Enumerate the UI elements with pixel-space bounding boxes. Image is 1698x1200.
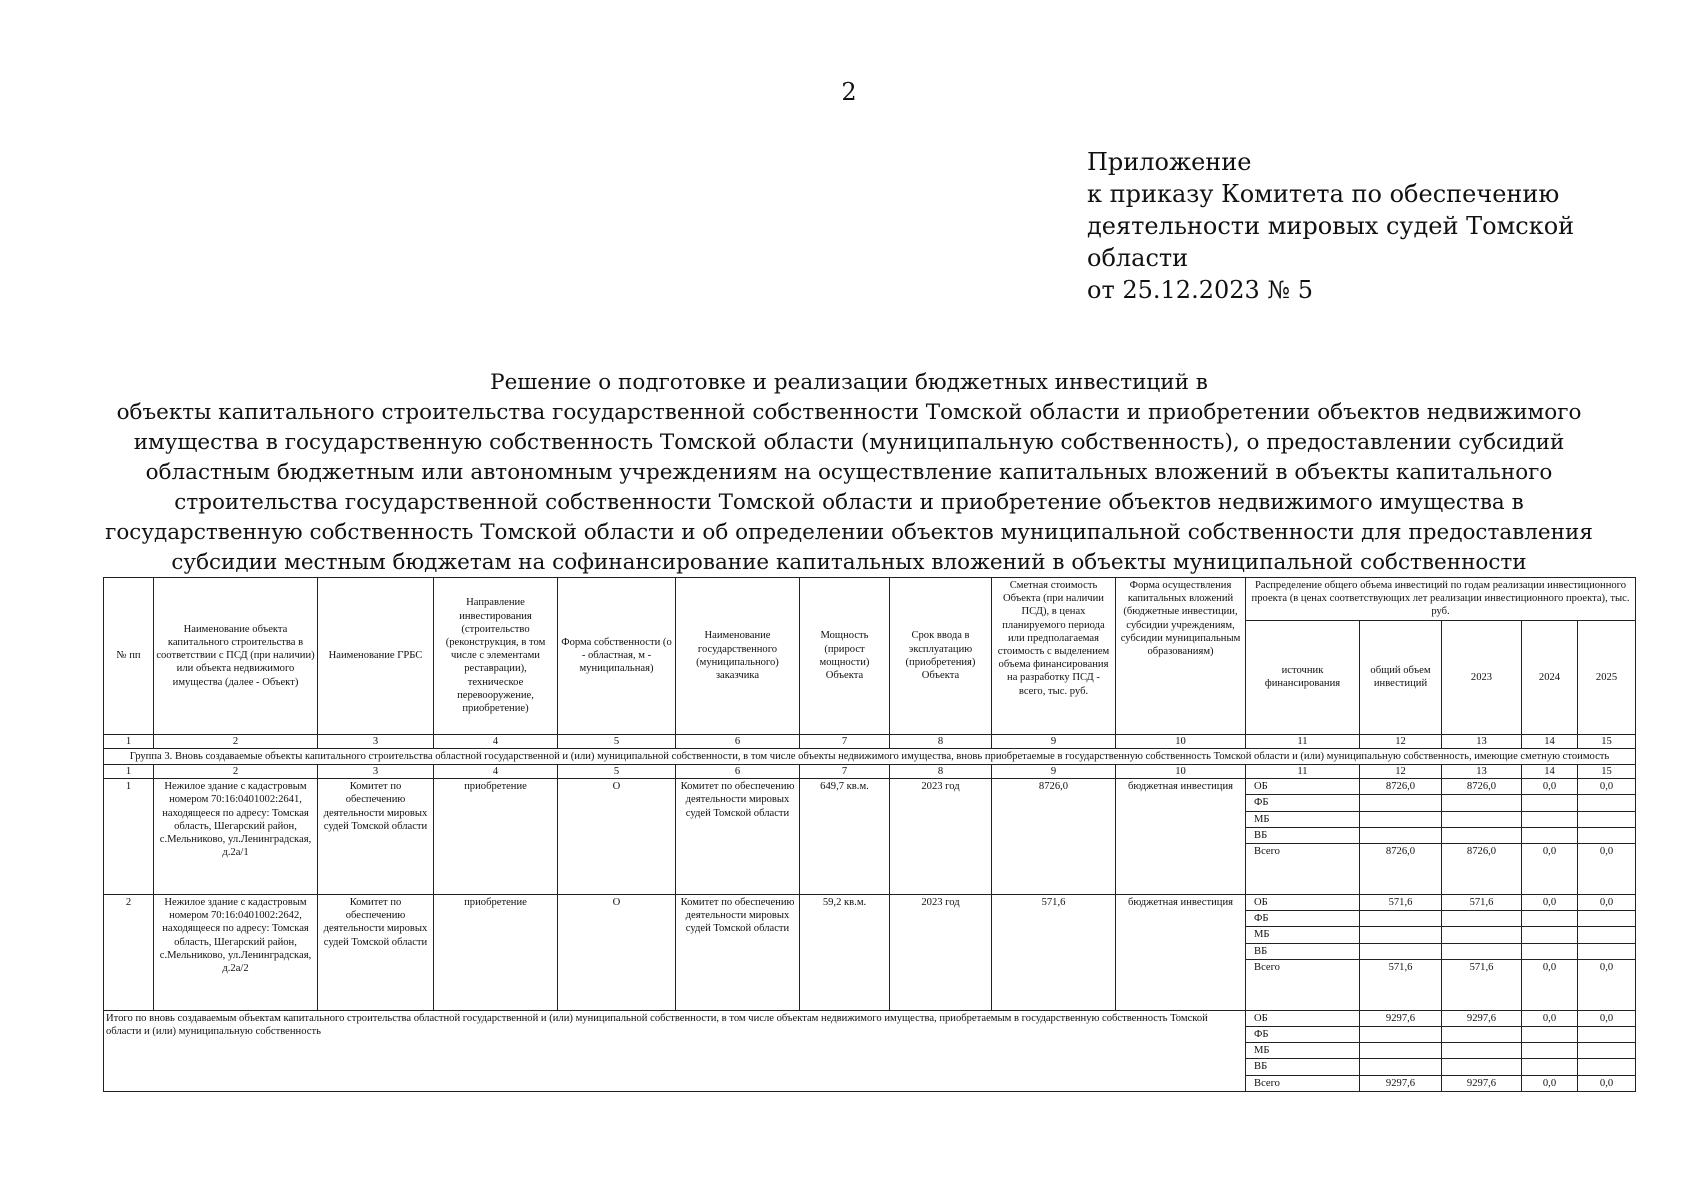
object-grbs: Комитет по обеспечению деятельности мировых судей Томской области [318,895,434,1011]
column-number: 2 [154,734,318,748]
column-number: 11 [1246,734,1360,748]
financing-2023 [1442,1059,1522,1075]
financing-2025 [1578,1059,1636,1075]
column-number: 12 [1360,734,1442,748]
header-row [104,578,1636,621]
financing-source: ВБ [1246,827,1360,843]
financing-2023 [1442,911,1522,927]
financing-total [1360,927,1442,943]
financing-2023 [1442,943,1522,959]
column-number: 13 [1442,765,1522,779]
column-number: 2 [154,765,318,779]
object-customer: Комитет по обеспечению деятельности мировых судей Томской области [676,895,800,1011]
financing-total: 571,6 [1360,959,1442,1010]
column-number: 10 [1116,765,1246,779]
financing-source: ФБ [1246,1027,1360,1043]
header-customer: Наименование государственного (муниципального) заказчика [676,578,800,735]
financing-2024: 0,0 [1522,959,1578,1010]
financing-2025 [1578,1043,1636,1059]
column-number: 5 [558,734,676,748]
financing-2025: 0,0 [1578,779,1636,795]
group-title: Группа 3. Вновь создаваемые объекты капитального строительства областной государственной и (или) муниципальной собственности, в том числе объекты недвижимого имущества, вновь приобретаемые в государственную собственность Томской области и (или) муниципальную собственность, имеющие сметную стоимость [104,748,1636,764]
column-number: 15 [1578,765,1636,779]
appendix-line: деятельности мировых судей Томской [1087,212,1575,240]
title-line: Решение о подготовке и реализации бюджетных инвестиций в [490,370,1208,395]
financing-2025: 0,0 [1578,1075,1636,1091]
title-line: субсидии местным бюджетам на софинансирование капитальных вложений в объекты муниципальной собственности [171,550,1527,575]
table-row [104,779,1636,795]
column-number: 12 [1360,765,1442,779]
financing-total [1360,1043,1442,1059]
financing-2024 [1522,827,1578,843]
financing-2025: 0,0 [1578,1010,1636,1026]
appendix-line: Приложение [1087,148,1252,176]
object-grbs: Комитет по обеспечению деятельности мировых судей Томской области [318,779,434,895]
financing-total [1360,795,1442,811]
financing-2023 [1442,1027,1522,1043]
financing-source: Всего [1246,1075,1360,1091]
header-form: Форма осуществления капитальных вложений (бюджетные инвестиции, субсидии учреждениям, субсидии муниципальным образованиям) [1116,578,1246,735]
appendix-line: от 25.12.2023 № 5 [1087,276,1314,304]
column-number: 13 [1442,734,1522,748]
header-deadline: Срок ввода в эксплуатацию (приобретения) Объекта [890,578,992,735]
object-ownership: О [558,779,676,895]
appendix-block [1087,146,1574,306]
title-line: имущества в государственную собственность Томской области (муниципальную собственность), о предоставлении субсидий [133,430,1565,455]
header-cost: Сметная стоимость Объекта (при наличии ПСД), в ценах планируемого периода или предполагаемая стоимость с выделением объема финансирования на разработку ПСД - всего, тыс. руб. [992,578,1116,735]
financing-source: ФБ [1246,911,1360,927]
title-line: объекты капитального строительства государственной собственности Томской области и приобретении объектов недвижимого [116,400,1582,425]
financing-2024 [1522,943,1578,959]
column-number: 9 [992,765,1116,779]
summary-row [104,1010,1636,1026]
financing-total: 571,6 [1360,895,1442,911]
column-number: 11 [1246,765,1360,779]
financing-2025 [1578,927,1636,943]
financing-2024: 0,0 [1522,1075,1578,1091]
header-2025: 2025 [1578,620,1636,734]
financing-2024: 0,0 [1522,1010,1578,1026]
header-object-name: Наименование объекта капитального строительства в соответствии с ПСД (при наличии) или объекта недвижимого имущества (далее - Объект) [154,578,318,735]
financing-total [1360,943,1442,959]
financing-total [1360,827,1442,843]
financing-2024: 0,0 [1522,895,1578,911]
object-direction: приобретение [434,895,558,1011]
document-title [0,368,1698,578]
financing-total: 8726,0 [1360,779,1442,795]
financing-source: МБ [1246,927,1360,943]
appendix-line: к приказу Комитета по обеспечению [1087,180,1560,208]
financing-total: 9297,6 [1360,1075,1442,1091]
column-number: 1 [104,734,154,748]
column-number: 15 [1578,734,1636,748]
column-number-row [104,765,1636,779]
financing-2024 [1522,795,1578,811]
title-line: государственную собственность Томской области и об определении объектов муниципальной собственности для предоставления [105,520,1593,545]
financing-2023: 571,6 [1442,959,1522,1010]
financing-2024 [1522,1027,1578,1043]
object-num: 2 [104,895,154,1011]
financing-source: ФБ [1246,795,1360,811]
financing-2023: 571,6 [1442,895,1522,911]
column-number: 14 [1522,734,1578,748]
appendix-line: области [1087,244,1189,272]
header-grbs: Наименование ГРБС [318,578,434,735]
financing-total [1360,911,1442,927]
financing-total: 9297,6 [1360,1010,1442,1026]
column-number: 7 [800,734,890,748]
financing-2023: 9297,6 [1442,1010,1522,1026]
financing-2024 [1522,811,1578,827]
title-line: областным бюджетным или автономным учреждениям на осуществление капитальных вложений в объекты капитального [145,460,1553,485]
header-capacity: Мощность (прирост мощности) Объекта [800,578,890,735]
financing-source: ВБ [1246,943,1360,959]
financing-total [1360,1059,1442,1075]
object-form: бюджетная инвестиция [1116,779,1246,895]
header-distribution: Распределение общего объема инвестиций по годам реализации инвестиционного проекта (в ценах соответствующих лет реализации инвестиционного проекта), тыс. руб. [1246,578,1636,621]
column-number: 8 [890,765,992,779]
column-number: 4 [434,765,558,779]
financing-total [1360,1027,1442,1043]
object-deadline: 2023 год [890,895,992,1011]
column-number: 4 [434,734,558,748]
column-number: 1 [104,765,154,779]
column-number: 5 [558,765,676,779]
title-line: строительства государственной собственности Томской области и приобретение объектов недвижимого имущества в [174,490,1524,515]
column-number-row [104,734,1636,748]
financing-2023 [1442,811,1522,827]
financing-2025 [1578,827,1636,843]
column-number: 14 [1522,765,1578,779]
object-customer: Комитет по обеспечению деятельности мировых судей Томской области [676,779,800,895]
header-2024: 2024 [1522,620,1578,734]
financing-source: ОБ [1246,1010,1360,1026]
object-name: Нежилое здание с кадастровым номером 70:16:0401002:2642, находящееся по адресу: Томская область, Шегарский район, с.Мельниково, ул.Ленинградская, д.2а/2 [154,895,318,1011]
financing-2025 [1578,795,1636,811]
financing-2023: 9297,6 [1442,1075,1522,1091]
table-row [104,895,1636,911]
header-total: общий объем инвестиций [1360,620,1442,734]
column-number: 9 [992,734,1116,748]
financing-2024: 0,0 [1522,779,1578,795]
object-num: 1 [104,779,154,895]
column-number: 3 [318,734,434,748]
financing-2025 [1578,911,1636,927]
object-direction: приобретение [434,779,558,895]
investment-table [103,577,1636,1092]
page-number: 2 [841,78,857,106]
financing-source: Всего [1246,959,1360,1010]
financing-source: ВБ [1246,1059,1360,1075]
financing-2025 [1578,1027,1636,1043]
group-title-row [104,748,1636,764]
financing-2023 [1442,1043,1522,1059]
financing-total [1360,811,1442,827]
header-2023: 2023 [1442,620,1522,734]
header-num: № пп [104,578,154,735]
financing-2024 [1522,1043,1578,1059]
financing-2025 [1578,811,1636,827]
financing-2023 [1442,827,1522,843]
financing-source: МБ [1246,811,1360,827]
column-number: 7 [800,765,890,779]
column-number: 10 [1116,734,1246,748]
object-capacity: 59,2 кв.м. [800,895,890,1011]
financing-2024 [1522,1059,1578,1075]
financing-total: 8726,0 [1360,844,1442,895]
financing-2023 [1442,927,1522,943]
column-number: 3 [318,765,434,779]
object-name: Нежилое здание с кадастровым номером 70:16:0401002:2641, находящееся по адресу: Томская область, Шегарский район, с.Мельниково, ул.Ленинградская, д.2а/1 [154,779,318,895]
object-ownership: О [558,895,676,1011]
financing-2023 [1442,795,1522,811]
object-capacity: 649,7 кв.м. [800,779,890,895]
financing-2025: 0,0 [1578,959,1636,1010]
object-cost: 8726,0 [992,779,1116,895]
financing-2025 [1578,943,1636,959]
financing-2024 [1522,911,1578,927]
financing-source: МБ [1246,1043,1360,1059]
financing-source: ОБ [1246,779,1360,795]
header-direction: Направление инвестирования (строительство (реконструкция, в том числе с элементами реставрации), техническое перевооружение, приобретение) [434,578,558,735]
financing-2025: 0,0 [1578,844,1636,895]
summary-label: Итого по вновь создаваемым объектам капитального строительства областной государственной и (или) муниципальной собственности, в том числе объектам недвижимого имущества, приобретаемым в государственную собственность Томской области и (или) муниципальную собственность [104,1010,1246,1091]
financing-2025: 0,0 [1578,895,1636,911]
header-source: источник финансирования [1246,620,1360,734]
column-number: 8 [890,734,992,748]
financing-2023: 8726,0 [1442,844,1522,895]
object-cost: 571,6 [992,895,1116,1011]
financing-2024: 0,0 [1522,844,1578,895]
object-form: бюджетная инвестиция [1116,895,1246,1011]
financing-2023: 8726,0 [1442,779,1522,795]
object-deadline: 2023 год [890,779,992,895]
column-number: 6 [676,765,800,779]
column-number: 6 [676,734,800,748]
financing-2024 [1522,927,1578,943]
financing-source: Всего [1246,844,1360,895]
financing-source: ОБ [1246,895,1360,911]
header-ownership: Форма собственности (о - областная, м - муниципальная) [558,578,676,735]
